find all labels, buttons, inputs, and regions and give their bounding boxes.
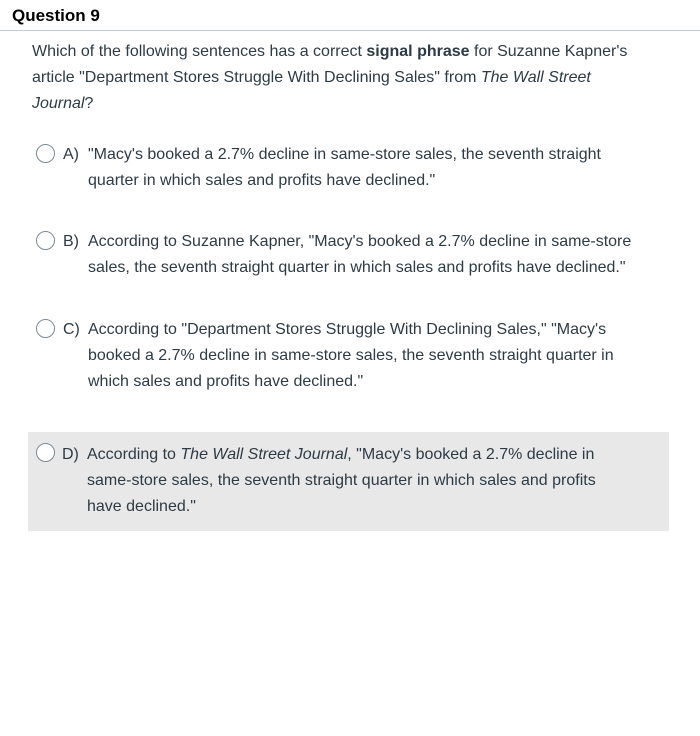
answer-a-line1: "Macy's booked a 2.7% decline in same-store sales, the seventh straight	[88, 146, 601, 163]
answer-d-line1-post: , "Macy's booked a 2.7% decline in	[347, 446, 595, 463]
answer-c-line3: which sales and profits have declined."	[88, 373, 364, 390]
question-text-part1: Which of the following sentences has a correct	[32, 43, 367, 60]
answer-b-line1: According to Suzanne Kapner, "Macy's booked a 2.7% decline in same-store	[88, 233, 632, 250]
question-divider	[0, 30, 700, 31]
answer-c-line2: booked a 2.7% decline in same-store sales, the seventh straight quarter in	[88, 347, 614, 364]
answer-option-c[interactable]	[28, 315, 669, 401]
question-text-part2: for Suzanne Kapner's	[469, 43, 628, 60]
answer-text-a	[63, 142, 669, 194]
answer-d-line1-italic: The Wall Street Journal	[180, 446, 348, 463]
answer-text-c	[63, 317, 669, 395]
answer-letter-a: A)	[63, 146, 79, 163]
question-text-italic-a: The Wall Street	[480, 69, 591, 86]
radio-button-c[interactable]	[36, 319, 55, 338]
radio-button-b[interactable]	[36, 231, 55, 250]
answer-option-a[interactable]	[28, 140, 669, 200]
answer-d-line3: have declined."	[87, 498, 196, 515]
answer-text-d	[62, 442, 669, 520]
question-text	[32, 39, 682, 117]
question-text-end: ?	[84, 95, 94, 112]
answer-d-line2: same-store sales, the seventh straight quarter in which sales and profits	[87, 472, 596, 489]
answer-letter-d: D)	[62, 446, 79, 463]
question-text-italic-b: Journal	[32, 95, 85, 112]
answer-text-b	[63, 229, 669, 281]
answer-c-line1: According to "Department Stores Struggle With Declining Sales," "Macy's	[88, 321, 607, 338]
answer-option-b[interactable]	[28, 227, 669, 287]
answer-b-line2: sales, the seventh straight quarter in which sales and profits have declined."	[88, 259, 626, 276]
answer-letter-b: B)	[63, 233, 79, 250]
answer-option-d[interactable]	[28, 432, 669, 531]
radio-button-d[interactable]	[36, 443, 55, 462]
question-text-bold: signal phrase	[366, 43, 470, 60]
radio-button-a[interactable]	[36, 144, 55, 163]
answer-a-line2: quarter in which sales and profits have declined."	[88, 172, 436, 189]
answer-letter-c: C)	[63, 321, 80, 338]
question-title: Question 9	[12, 6, 100, 25]
question-text-line2: article "Department Stores Struggle With Declining Sales" from	[32, 69, 481, 86]
answer-d-line1-pre: According to	[87, 446, 181, 463]
